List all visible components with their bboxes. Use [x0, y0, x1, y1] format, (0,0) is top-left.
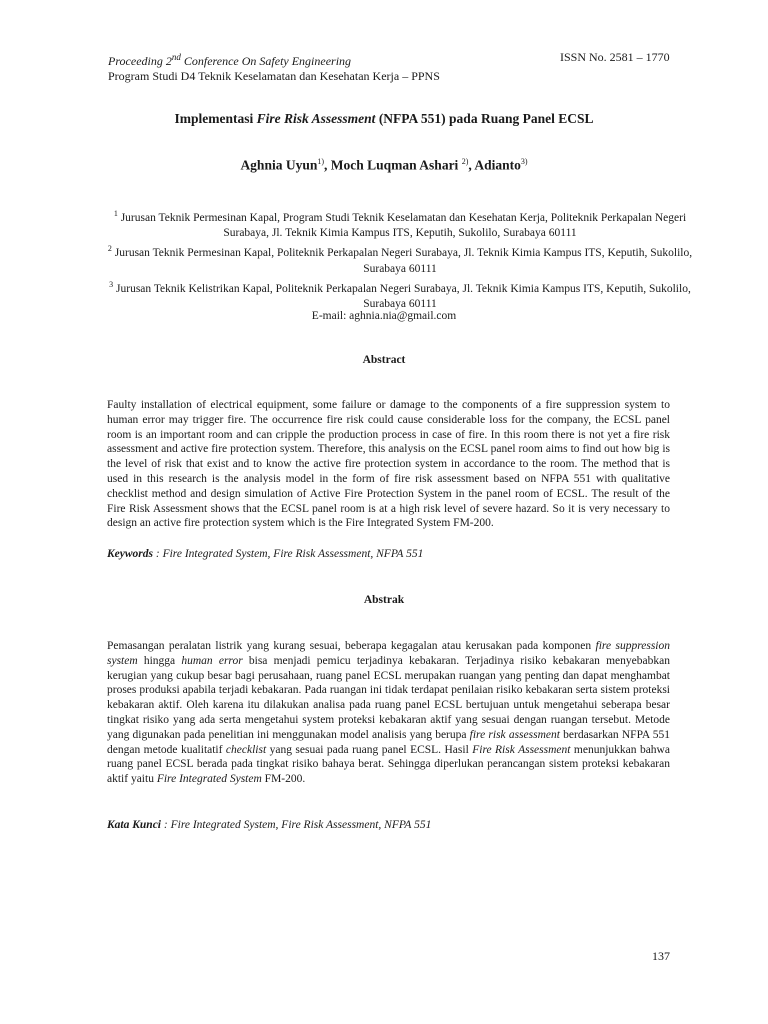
author-sup: 3): [520, 157, 528, 166]
abstrak-italic-term: fire suppression system: [107, 640, 670, 667]
affiliation: [100, 241, 700, 276]
keywords: [107, 548, 423, 560]
kata-kunci: [107, 819, 431, 831]
abstrak-text: FM-200.: [261, 773, 306, 786]
abstrak-text: Pemasangan peralatan listrik yang kurang sesuai, beberapa kegagalan atau kerusakan pada komponen: [107, 640, 596, 652]
affiliation: [100, 206, 700, 241]
author-sup: 2): [461, 157, 469, 166]
affiliation-text: Jurusan Teknik Permesinan Kapal, Politeknik Perkapalan Negeri Surabaya, Jl. Teknik Kimia Kampus ITS, Keputih, Sukolilo, Surabaya 60111: [111, 247, 693, 275]
title-part3: (NFPA 551) pada Ruang Panel ECSL: [375, 111, 594, 126]
author-list: [0, 157, 768, 174]
abstract-heading: Abstract: [362, 354, 406, 366]
running-header: [108, 50, 440, 84]
affiliation-sup: 3: [109, 279, 114, 289]
abstract-body: Faulty installation of electrical equipment, some failure or damage to the components of a fire suppression system to human error may trigger fire. The occurrence fire risk could cause considerable loss for the company, the ECSL panel room is an important room and can cripple the production process in case of fire. In this room there is not yet a fire risk assessment and active fire protection system. Therefore, this analysis on the ECSL panel room aims to find out how big is the level of risk that exist and to know the active fire protection system in accordance to the room. The method that is used in this research is the analysis model in the form of fire risk assessment based on NFPA 551 with qualitative checklist method and design simulation of Active Fire Protection System in the panel room of ECSL. The result of the Fire Risk Assessment shows that the ECSL panel room is at a high risk level of severe hazard. So it is very necessary to design an active fire protection system which is the Fire Integrated System FM-200.: [107, 399, 670, 530]
kata-kunci-label: Kata Kunci: [107, 819, 162, 831]
author-sep: ,: [468, 157, 475, 173]
affiliation-text: Jurusan Teknik Permesinan Kapal, Program Studi Teknik Keselamatan dan Kesehatan Kerja, Politeknik Perkapalan Negeri Surabaya, Jl. Teknik Kimia Kampus ITS, Keputih, Sukolilo, Surabaya 60111: [117, 211, 687, 240]
program-name: Program Studi D4 Teknik Keselamatan dan Kesehatan Kerja – PPNS: [108, 69, 440, 83]
author-name: Moch Luqman Ashari: [330, 157, 462, 173]
abstrak-text: berdasarkan NFPA 551 dengan metode kualitatif: [107, 728, 671, 756]
proceeding-prefix: Proceeding 2: [108, 54, 172, 68]
abstrak-italic-term: checklist: [225, 743, 267, 756]
page-number: 137: [652, 949, 670, 963]
keywords-text: : Fire Integrated System, Fire Risk Assessment, NFPA 551: [153, 548, 424, 560]
title-part1: Implementasi: [174, 111, 257, 126]
affiliation-sup: 1: [113, 209, 118, 218]
abstrak-italic-term: human error: [181, 654, 243, 667]
proceeding-suffix: Conference On Safety Engineering: [180, 54, 352, 68]
kata-kunci-text: : Fire Integrated System, Fire Risk Assessment, NFPA 551: [161, 819, 432, 831]
abstrak-text: yang sesuai pada ruang panel ECSL. Hasil: [266, 743, 473, 756]
abstrak-heading: Abstrak: [363, 594, 405, 606]
keywords-label: Keywords: [107, 548, 153, 560]
affiliation: [100, 277, 700, 312]
issn: ISSN No. 2581 – 1770: [560, 50, 670, 64]
title-part2: Fire Risk Assessment: [256, 111, 376, 126]
author-sup: 1): [317, 157, 325, 166]
abstrak-text: menunjukkan bahwa ruang panel ECSL berada pada tingkat risiko bahaya berat. Sehingga diperlukan perancangan sistem proteksi kebakaran aktif yaitu: [107, 743, 670, 786]
author-sep: ,: [324, 157, 331, 173]
affiliation-sup: 2: [107, 244, 112, 254]
abstrak-body: [107, 639, 670, 787]
proceeding-title: [108, 50, 440, 69]
proceeding-sup: nd: [171, 52, 181, 62]
abstrak-italic-term: Fire Risk Assessment: [472, 743, 571, 756]
abstrak-text: hingga: [137, 654, 182, 667]
author-name: Aghnia Uyun: [240, 157, 318, 173]
affiliations: [100, 206, 700, 312]
abstrak-italic-term: fire risk assessment: [469, 728, 560, 741]
paper-title: [0, 111, 768, 127]
affiliation-text: Jurusan Teknik Kelistrikan Kapal, Politeknik Perkapalan Negeri Surabaya, Jl. Teknik Kimia Kampus ITS, Keputih, Sukolilo, Surabaya 60111: [113, 282, 691, 310]
abstrak-text: bisa menjadi pemicu terjadinya kebakaran. Terjadinya risiko kebakaran menyebabkan kerugian yang cukup besar bagi perusahaan, ruang panel ECSL merupakan ruangan yang penting dan dapat menghambat proses produksi apabila terjadi kebakaran. Pada ruangan ini tidak terdapat penilaian risiko kebakaran serta sistem proteksi kebakaran aktif. Oleh karena itu dilakukan analisa pada ruang panel ECSL bertujuan untuk mengetahui seberapa besar tingkat risiko yang ada serta mengetahui system proteksi kebakaran aktif yang sesuai dengan ruangan tersebut. Metode yang digunakan pada penelitian ini menggunakan model analisis yang berupa: [107, 654, 670, 741]
abstrak-italic-term: Fire Integrated System: [156, 773, 262, 786]
author-name: Adianto: [474, 157, 521, 173]
email: E-mail: aghnia.nia@gmail.com: [311, 310, 457, 322]
